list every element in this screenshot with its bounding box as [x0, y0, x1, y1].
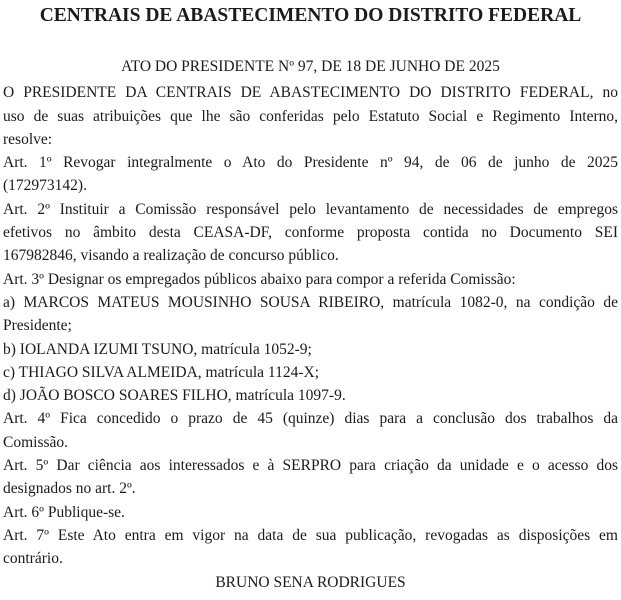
document-body: [3, 81, 618, 570]
document-title: CENTRAIS DE ABASTECIMENTO DO DISTRITO FEDERAL: [39, 5, 582, 26]
official-document: [0, 3, 621, 594]
document-line: 167982846, visando a realização de concurso público.: [3, 247, 339, 265]
document-line: Art. 1º Revogar integralmente o Ato do Presidente nº 94, de 06 de junho de 2025: [3, 154, 618, 172]
document-line: c) THIAGO SILVA ALMEIDA, matrícula 1124-X;: [3, 363, 319, 381]
document-line: Presidente;: [3, 317, 72, 335]
document-subject-line: ATO DO PRESIDENTE Nº 97, DE 18 DE JUNHO DE 2025: [121, 58, 500, 75]
document-line: b) IOLANDA IZUMI TSUNO, matrícula 1052-9;: [3, 340, 312, 358]
document-line: Comissão.: [3, 433, 69, 451]
document-line: a) MARCOS MATEUS MOUSINHO SOUSA RIBEIRO, matrícula 1082-0, na condição de: [3, 293, 618, 311]
document-line: Art. 5º Dar ciência aos interessados e à SERPRO para criação da unidade e o acesso dos: [3, 457, 618, 475]
document-line: designados no art. 2º.: [3, 480, 136, 498]
document-line: Art. 3º Designar os empregados públicos abaixo para compor a referida Comissão:: [3, 270, 516, 288]
document-line: efetivos no âmbito desta CEASA-DF, conforme proposta contida no Documento SEI: [3, 224, 618, 242]
document-line: O PRESIDENTE DA CENTRAIS DE ABASTECIMENTO DO DISTRITO FEDERAL, no: [3, 84, 618, 102]
document-line: d) JOÃO BOSCO SOARES FILHO, matrícula 1097-9.: [3, 387, 346, 405]
document-line: Art. 2º Instituir a Comissão responsável pelo levantamento de necessidades de empregos: [3, 200, 618, 218]
document-line: Art. 4º Fica concedido o prazo de 45 (quinze) dias para a conclusão dos trabalhos da: [3, 410, 618, 428]
document-line: resolve:: [3, 130, 53, 148]
document-line: Art. 6º Publique-se.: [3, 503, 125, 521]
document-line: uso de suas atribuições que lhe são conferidas pelo Estatuto Social e Regimento Interno,: [3, 107, 618, 125]
document-line: contrário.: [3, 550, 63, 568]
document-line: (172973142).: [3, 177, 87, 195]
document-line: Art. 7º Este Ato entra em vigor na data de sua publicação, revogadas as disposições em: [3, 526, 618, 544]
signature-name: BRUNO SENA RODRIGUES: [215, 573, 406, 591]
